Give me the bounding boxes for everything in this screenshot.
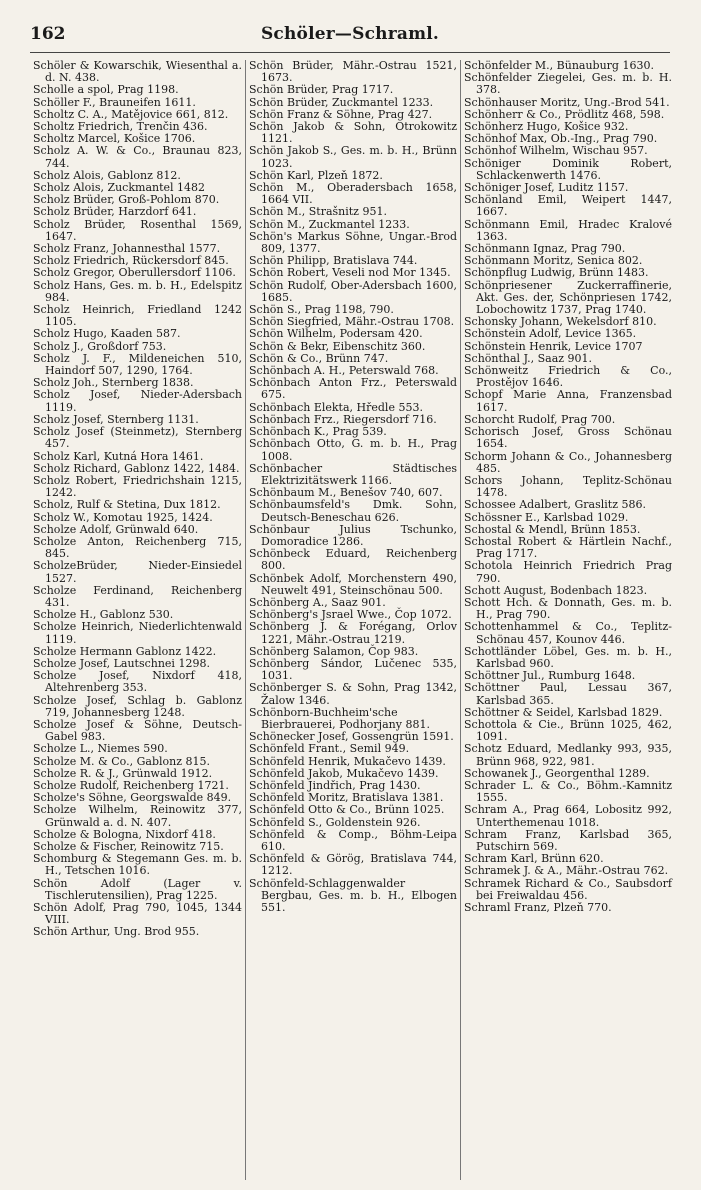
- directory-entry: Schönfeld-Schlaggenwalder Bergbau, Ges. m. b. H., Elbogen 551.: [249, 876, 457, 915]
- directory-entry: Schönbaur Julius Tschunko, Domoradice 1286.: [249, 522, 457, 548]
- directory-entry: Schönherz Hugo, Košice 932.: [464, 120, 629, 134]
- directory-entry: Schön Karl, Plzeň 1872.: [249, 168, 383, 182]
- directory-entry: Schors Johann, Teplitz-Schönau 1478.: [464, 473, 672, 500]
- directory-entry: Scholle a spol, Prag 1198.: [33, 83, 179, 97]
- directory-entry: Scholz A. W. & Co., Braunau 823, 744.: [33, 144, 242, 170]
- directory-entry: Scholze Josef, Nixdorf 418, Altehrenberg 353.: [33, 669, 242, 695]
- directory-entry: Schönberger S. & Sohn, Prag 1342, Žalow 1346.: [249, 681, 457, 707]
- directory-entry: Schöler & Kowarschik, Wiesenthal a. d. N. 438.: [33, 60, 242, 85]
- directory-entry: Scholze Anton, Reichenberg 715, 845.: [33, 534, 242, 561]
- directory-entry: Schön M., Oberadersbach 1658, 1664 VII.: [249, 181, 457, 207]
- directory-entry: Schönbach A. H., Peterswald 768.: [249, 364, 439, 378]
- directory-entry: Schön & Co., Brünn 747.: [249, 351, 389, 365]
- directory-entry: Schönhauser Moritz, Ung.-Brod 541.: [464, 95, 670, 109]
- directory-entry: Schön Jakob & Sohn, Otrokowitz 1121.: [249, 120, 457, 146]
- directory-entry: Scholze Adolf, Grünwald 640.: [33, 522, 199, 536]
- directory-entry: Schönfeld Jakob, Mukačevo 1439.: [249, 766, 439, 780]
- directory-entry: Schöniger Dominik Robert, Schlackenwerth 1476.: [464, 156, 672, 182]
- directory-entry: Scholz, Rulf & Stetina, Dux 1812.: [33, 498, 221, 512]
- column-3: [460, 60, 675, 1180]
- directory-entry: Scholze Josef & Söhne, Deutsch-Gabel 983.: [33, 717, 242, 744]
- directory-entry: Schönbach Anton Frz., Peterswald 675.: [249, 376, 457, 402]
- directory-entry: Schönstein Adolf, Levice 1365.: [464, 327, 637, 341]
- directory-entry: Schraml Franz, Plzeň 770.: [464, 901, 612, 915]
- directory-entry: Schönbek Adolf, Morchenstern 490, Neuwelt 491, Steinschönau 500.: [249, 571, 457, 597]
- running-title: Schöler—Schraml.: [260, 24, 440, 44]
- directory-entry: Scholz Alois, Zuckmantel 1482: [33, 181, 206, 195]
- directory-entry: Schön Brüder, Prag 1717.: [249, 83, 394, 97]
- directory-entry: Schön Wilhelm, Podersam 420.: [249, 327, 423, 341]
- directory-entry: Scholz Brüder, Harzdorf 641.: [33, 205, 197, 219]
- directory-entry: Schönfeld Frant., Semil 949.: [249, 742, 410, 756]
- directory-entry: Scholz Robert, Friedrichshain 1215, 1242.: [33, 473, 242, 500]
- directory-entry: Schönberg J. & Forégang, Orlov 1221, Mähr.-Ostrau 1219.: [249, 620, 457, 646]
- directory-entry: Schön M., Strašnitz 951.: [249, 205, 387, 219]
- directory-entry: Scholz Josef (Steinmetz), Sternberg 457.: [33, 425, 242, 451]
- directory-entry: Schönfeld & Görög, Bratislava 744, 1212.: [249, 852, 457, 878]
- directory-entry: Schottenhammel & Co., Teplitz-Schönau 457, Kounov 446.: [464, 620, 672, 646]
- directory-entry: Scholz Franz, Johannesthal 1577.: [33, 242, 221, 256]
- directory-entry: Schönmann Emil, Hradec Kralové 1363.: [464, 217, 672, 243]
- directory-entry: Scholz Hugo, Kaaden 587.: [33, 327, 181, 341]
- directory-entry: Schowanek J., Georgenthal 1289.: [464, 766, 650, 780]
- directory-entry: Schönbacher Städtisches Elektrizitätswerk 1166.: [249, 461, 457, 487]
- directory-entry: Schönweitz Friedrich & Co., Prostějov 1646.: [464, 364, 672, 390]
- directory-entry: Schön Jakob S., Ges. m. b. H., Brünn 1023.: [249, 144, 457, 170]
- directory-entry: Schöttner Jul., Rumburg 1648.: [464, 669, 636, 683]
- directory-entry: Schönland Emil, Weipert 1447, 1667.: [464, 193, 672, 219]
- directory-entry: Schön M., Zuckmantel 1233.: [249, 217, 410, 231]
- directory-entry: Schott August, Bodenbach 1823.: [464, 583, 648, 597]
- directory-entry: Scholz Alois, Gablonz 812.: [33, 168, 181, 182]
- directory-entry: Schönmann Moritz, Senica 802.: [464, 254, 643, 268]
- directory-entry: Schram A., Prag 664, Lobositz 992, Unterthemenau 1018.: [464, 803, 672, 829]
- directory-entry: Schönmann Ignaz, Prag 790.: [464, 242, 626, 256]
- directory-entry: Scholz Karl, Kutná Hora 1461.: [33, 449, 204, 463]
- directory-entry: Scholze L., Niemes 590.: [33, 742, 168, 756]
- directory-entry: Schön Brüder, Zuckmantel 1233.: [249, 95, 434, 109]
- directory-entry: Schön Siegfried, Mähr.-Ostrau 1708.: [249, 315, 455, 329]
- directory-entry: Scholze & Fischer, Reinowitz 715.: [33, 840, 224, 853]
- directory-entry: Scholze's Söhne, Georgswalde 849.: [33, 791, 232, 805]
- directory-columns: [30, 60, 675, 1180]
- directory-entry: Schönstein Henrik, Levice 1707: [464, 339, 643, 353]
- directory-entry: Scholze & Bologna, Nixdorf 418.: [33, 827, 216, 841]
- directory-entry: Scholze Wilhelm, Reinowitz 377, Grünwald a. d. N. 407.: [33, 803, 242, 829]
- directory-entry: Schotola Heinrich Friedrich Prag 790.: [464, 559, 672, 585]
- directory-entry: Scholze Heinrich, Niederlichtenwald 1119.: [33, 620, 242, 646]
- directory-entry: Scholz J. F., Mildeneichen 510, Haindorf 507, 1290, 1764.: [33, 351, 242, 378]
- directory-entry: Scholz Friedrich, Rückersdorf 845.: [33, 254, 229, 268]
- directory-entry: Schorm Johann & Co., Johannesberg 485.: [464, 449, 672, 475]
- directory-entry: Scholz Josef, Nieder-Adersbach 1119.: [33, 388, 242, 414]
- directory-entry: Schön Rudolf, Ober-Adersbach 1600, 1685.: [249, 278, 457, 304]
- directory-entry: Schonsky Johann, Wekelsdorf 810.: [464, 315, 657, 329]
- directory-entry: Schöttner Paul, Lessau 367, Karlsbad 365.: [464, 681, 672, 707]
- directory-entry: Schopf Marie Anna, Franzensbad 1617.: [464, 388, 672, 414]
- directory-entry: Scholze Hermann Gablonz 1422.: [33, 644, 217, 658]
- directory-entry: Scholze Rudolf, Reichenberg 1721.: [33, 778, 229, 792]
- directory-entry: Schön S., Prag 1198, 790.: [249, 303, 394, 317]
- directory-entry: Scholze R. & J., Grünwald 1912.: [33, 766, 213, 780]
- directory-entry: Schönberg A., Saaz 901.: [249, 595, 386, 609]
- directory-entry: Schramek Richard & Co., Saubsdorf bei Freiwaldau 456.: [464, 876, 672, 902]
- directory-entry: Schönbeck Eduard, Reichenberg 800.: [249, 547, 457, 573]
- directory-entry: Schottola & Cie., Brünn 1025, 462, 1091.: [464, 717, 672, 744]
- directory-entry: Schön Philipp, Bratislava 744.: [249, 254, 418, 268]
- directory-entry: Schram Franz, Karlsbad 365, Putschirn 569.: [464, 827, 672, 853]
- directory-entry: Scholz Gregor, Oberullersdorf 1106.: [33, 266, 236, 280]
- directory-entry: Scholz Josef, Sternberg 1131.: [33, 412, 199, 426]
- column-1: [30, 60, 245, 1180]
- directory-entry: Schönherr & Co., Prödlitz 468, 598.: [464, 107, 665, 121]
- directory-entry: Schön Robert, Veseli nod Mor 1345.: [249, 266, 451, 280]
- directory-entry: Scholze Ferdinand, Reichenberg 431.: [33, 583, 242, 609]
- directory-entry: Scholz W., Komotau 1925, 1424.: [33, 510, 213, 524]
- directory-entry: Schöttner & Seidel, Karlsbad 1829.: [464, 705, 663, 719]
- directory-entry: Scholz Richard, Gablonz 1422, 1484.: [33, 461, 240, 475]
- header-rule: [30, 52, 670, 53]
- directory-entry: Schönbach Elekta, Hředle 553.: [249, 400, 423, 414]
- directory-entry: Schossee Adalbert, Graslitz 586.: [464, 498, 646, 512]
- directory-entry: Schottländer Löbel, Ges. m. b. H., Karlsbad 960.: [464, 644, 672, 670]
- directory-entry: Schotz Eduard, Medlanky 993, 935, Brünn 968, 922, 981.: [464, 742, 672, 768]
- directory-entry: Schön Arthur, Ung. Brod 955.: [33, 925, 200, 939]
- page-header: [30, 18, 670, 44]
- directory-entry: Schorcht Rudolf, Prag 700.: [464, 412, 616, 426]
- directory-entry: Scholz Brüder, Groß-Pohlom 870.: [33, 193, 220, 207]
- directory-entry: Schönfeld Henrik, Mukačevo 1439.: [249, 754, 446, 768]
- directory-entry: Schostal Robert & Härtlein Nachf., Prag 1717.: [464, 534, 672, 561]
- directory-entry: Scholze Josef, Lautschnei 1298.: [33, 656, 210, 670]
- directory-entry: Schönfelder M., Bünauburg 1630.: [464, 60, 654, 72]
- directory-entry: Scholz Heinrich, Friedland 1242 1105.: [33, 303, 242, 329]
- directory-entry: Scholz Joh., Sternberg 1838.: [33, 376, 194, 390]
- directory-entry: Schönfeld S., Goldenstein 926.: [249, 815, 421, 829]
- page-number: 162: [30, 24, 66, 44]
- directory-entry: Schönberg's Jsrael Wwe., Čop 1072.: [249, 608, 452, 622]
- directory-entry: Schomburg & Stegemann Ges. m. b. H., Tetschen 1016.: [33, 852, 242, 878]
- directory-entry: Schön's Markus Söhne, Ungar.-Brod 809, 1377.: [249, 229, 457, 256]
- directory-entry: Schönberg Sándor, Lučenec 535, 1031.: [249, 656, 457, 683]
- directory-entry: Schöniger Josef, Luditz 1157.: [464, 181, 629, 195]
- directory-entry: Scholze H., Gablonz 530.: [33, 608, 174, 622]
- directory-entry: Schönbach K., Prag 539.: [249, 425, 387, 439]
- directory-entry: Scholz Brüder, Rosenthal 1569, 1647.: [33, 217, 242, 243]
- directory-entry: Schrader L. & Co., Böhm.-Kamnitz 1555.: [464, 778, 672, 805]
- directory-entry: Schönbach Otto, G. m. b. H., Prag 1008.: [249, 437, 457, 463]
- directory-entry: Scholze Josef, Schlag b. Gablonz 719, Johannesberg 1248.: [33, 693, 242, 719]
- directory-entry: Schönecker Josef, Gossengrün 1591.: [249, 730, 454, 744]
- directory-entry: Scholze M. & Co., Gablonz 815.: [33, 754, 210, 768]
- directory-entry: Schönbaum M., Benešov 740, 607.: [249, 486, 443, 500]
- directory-entry: Schössner E., Karlsbad 1029.: [464, 510, 629, 524]
- directory-entry: Schöller F., Brauneifen 1611.: [33, 95, 196, 109]
- directory-entry: Schön & Bekr, Eibenschitz 360.: [249, 339, 426, 353]
- directory-entry: Schönbaumsfeld's Dmk. Sohn, Deutsch-Beneschau 626.: [249, 498, 457, 524]
- directory-entry: Schönbach Frz., Riegersdorf 716.: [249, 412, 437, 426]
- directory-entry: Scholz J., Großdorf 753.: [33, 339, 167, 353]
- directory-entry: Scholtz Friedrich, Trenčin 436.: [33, 120, 208, 134]
- directory-entry: ScholzeBrüder, Nieder-Einsiedel 1527.: [33, 559, 242, 585]
- directory-entry: Scholtz C. A., Matějovice 661, 812.: [33, 107, 229, 121]
- directory-entry: Schönfelder Ziegelei, Ges. m. b. H. 378.: [464, 71, 672, 97]
- directory-entry: Schönpriesener Zuckerraffinerie, Akt. Ges. der, Schönpriesen 1742, Lobochowitz 1737, Prag 1740.: [464, 278, 672, 317]
- directory-entry: Schorisch Josef, Gross Schönau 1654.: [464, 425, 672, 451]
- directory-entry: Schönborn-Buchheim'sche Bierbrauerei, Podhorjany 881.: [249, 705, 430, 731]
- directory-entry: Schönfeld Otto & Co., Brünn 1025.: [249, 803, 445, 817]
- directory-entry: Schön Franz & Söhne, Prag 427.: [249, 107, 433, 121]
- directory-entry: Schön Adolf (Lager v. Tischlerutensilien), Prag 1225.: [33, 876, 242, 902]
- directory-entry: Schön Brüder, Mähr.-Ostrau 1521, 1673.: [249, 60, 457, 85]
- directory-entry: Schönhof Max, Ob.-Ing., Prag 790.: [464, 132, 658, 146]
- directory-entry: Schön Adolf, Prag 790, 1045, 1344 VIII.: [33, 901, 242, 927]
- directory-entry: Schönpflug Ludwig, Brünn 1483.: [464, 266, 649, 280]
- directory-entry: Scholz Hans, Ges. m. b. H., Edelspitz 984.: [33, 278, 242, 304]
- directory-entry: Schostal & Mendl, Brünn 1853.: [464, 522, 641, 536]
- directory-entry: Schram Karl, Brünn 620.: [464, 852, 604, 866]
- directory-entry: Schönberg Salamon, Čop 983.: [249, 644, 419, 658]
- directory-entry: Schönfeld Moritz, Bratislava 1381.: [249, 791, 444, 805]
- directory-entry: Schramek J. & A., Mähr.-Ostrau 762.: [464, 864, 669, 878]
- directory-entry: Schönfeld Jindřich, Prag 1430.: [249, 778, 421, 792]
- directory-entry: Schönfeld & Comp., Böhm-Leipa 610.: [249, 827, 457, 853]
- directory-entry: Schott Hch. & Donnath, Ges. m. b. H., Prag 790.: [464, 595, 672, 622]
- column-2: [245, 60, 460, 1180]
- directory-entry: Schönthal J., Saaz 901.: [464, 351, 593, 365]
- directory-entry: Scholtz Marcel, Košice 1706.: [33, 132, 196, 146]
- directory-entry: Schönhof Wilhelm, Wischau 957.: [464, 144, 648, 158]
